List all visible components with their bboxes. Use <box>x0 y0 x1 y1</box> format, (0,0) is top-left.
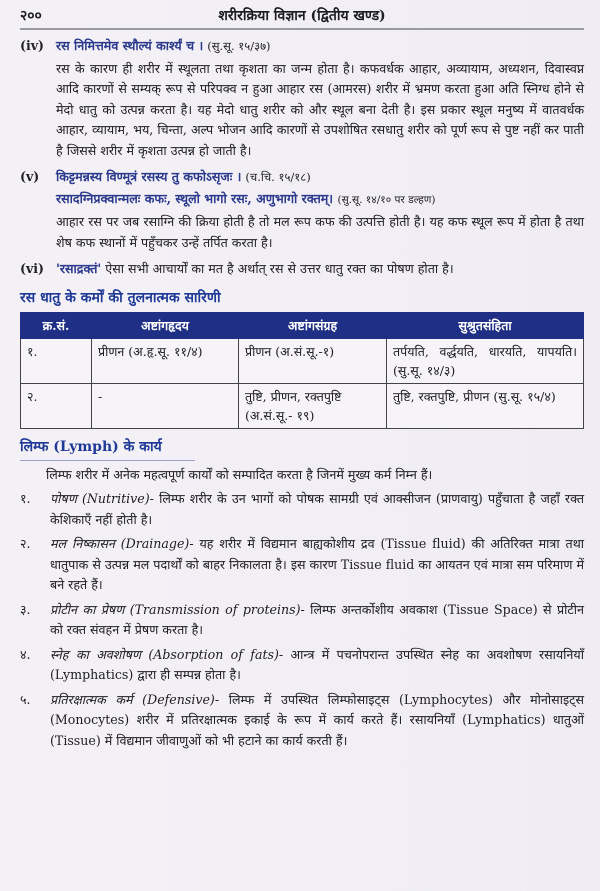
commentary-text: रसादग्निप्रक्वान्मलः कफः, स्थूलो भागो रसः, अणुभागो रक्तम्। <box>56 190 334 206</box>
table-heading: रस धातु के कर्मों की तुलनात्मक सारिणी <box>20 289 221 306</box>
list-number: ३. <box>20 601 31 617</box>
item-number: (v) <box>20 169 40 184</box>
commentary-reference: (सु.सू. १४/१० पर डल्हण) <box>337 193 436 206</box>
lymph-heading: लिम्फ (Lymph) के कार्य <box>20 437 195 461</box>
sanskrit-verse-commentary <box>56 189 584 211</box>
running-title: शरीरक्रिया विज्ञान (द्वितीय खण्ड) <box>218 8 386 24</box>
table-header-cell: अष्टांगसंग्रह <box>239 313 387 339</box>
item-vi-head <box>20 259 584 280</box>
list-term: स्नेह का अवशोषण (Absorption of fats) <box>50 646 279 662</box>
list-text: - लिम्फ अन्तर्कोशीय अवकाश (Tissue Space) से प्रोटीन को रक्त संवहन में प्रेषण करता है। <box>50 601 585 637</box>
list-number: १. <box>20 491 31 506</box>
list-number: ५. <box>20 691 31 707</box>
list-text: - आन्त्र में पचनोपरान्त उपस्थित स्नेह का अवशोषण रसायनियाँ (Lymphatics) द्वारा ही सम्पन्न होता है। <box>50 646 584 682</box>
list-item <box>20 600 584 641</box>
list-item <box>20 489 584 530</box>
table-row <box>21 384 584 429</box>
table-cell: प्रीणन (अ.हृ.सू. ११/४) <box>92 339 239 384</box>
list-text: - लिम्फ में उपस्थित लिम्फोसाइट्स (Lymphocytes) और मोनोसाइट्स (Monocytes) शरीर में प्रतिरक्षात्मक इकाई के रूप में कार्य करते हैं। रसायनियाँ (Lymphatics) धातुओं (Tissue) में विद्यमान जीवाणुओं को भी हटाने का कार्य करती हैं। <box>50 691 584 748</box>
sanskrit-verse: रस निमित्तमेव स्थौल्यं कार्श्यं च । <box>56 38 204 53</box>
verse-reference: (सु.सू. १५/३७) <box>207 39 271 53</box>
table-header-cell: सुश्रुतसंहिता <box>387 313 584 339</box>
table-header-cell: अष्टांगहृदय <box>92 313 239 339</box>
list-item <box>20 534 584 596</box>
list-number: ४. <box>20 646 31 662</box>
list-text: - यह शरीर में विद्यमान बाह्यकोशीय द्रव (Tissue fluid) की अतिरिक्त मात्रा तथा धातुपाक से उत्पन्न मल पदार्थों को बाहर निकालता है। इस कारण Tissue fluid का आयतन एवं मात्रा सम परिमाण में बने रहते हैं। <box>50 536 585 592</box>
sanskrit-verse: किट्टमन्नस्य विण्मूत्रं रसस्य तु कफोऽसृजः । <box>56 169 242 184</box>
page-header <box>20 0 584 30</box>
item-text: ऐसा सभी आचार्यों का मत है अर्थात् रस से उत्तर धातु रक्त का पोषण होता है। <box>101 261 454 276</box>
list-term: प्रोटीन का प्रेषण (Transmission of proteins) <box>50 601 301 617</box>
table-row <box>21 339 584 384</box>
table-header-row <box>21 313 584 339</box>
item-number: (iv) <box>20 38 45 53</box>
page-number: २०० <box>20 8 42 24</box>
table-cell: तुष्टि, प्रीणन, रक्तपुष्टि (अ.सं.सू.- १९) <box>239 384 387 429</box>
list-term: प्रतिरक्षात्मक कर्म (Defensive) <box>50 691 215 707</box>
list-item <box>20 690 584 752</box>
comparison-table <box>20 312 584 429</box>
verse-reference: (च.चि. १५/१८) <box>245 170 311 184</box>
paragraph: आहार रस पर जब रसाग्नि की क्रिया होती है तो मल रूप कफ की उत्पत्ति होती है। यह कफ स्थूल रूप में होता है तथा शेष कफ स्थानों में पहुँचकर उन्हें तर्पित करता है। <box>56 214 584 250</box>
table-cell: तर्पयति, वर्द्धयति, धारयति, यापयति। (सु.सू. १४/३) <box>387 339 584 384</box>
lymph-intro: लिम्फ शरीर में अनेक महत्वपूर्ण कार्यों को सम्पादित करता है जिनमें मुख्य कर्म निम्न हैं। <box>46 466 433 482</box>
table-cell: १. <box>21 339 92 384</box>
table-cell: तुष्टि, रक्तपुष्टि, प्रीणन (सु.सू. १५/४) <box>387 384 584 429</box>
paragraph: रस के कारण ही शरीर में स्थूलता तथा कृशता का जन्म होता है। कफवर्धक आहार, अव्यायाम, अध्यशन, दिवास्वप्न आदि कारणों से सम्यक् रूप से परिपक्व न हुआ आहार रस (आमरस) शरीर में भ्रमण करता हुआ अति स्निग्ध होने से मेदो धातु को उत्पन्न करता है। यह मेदो धातु शरीर को और स्थूल बना देती है। इस प्रकार स्थूल मनुष्य में वातवर्धक आहार, व्यायाम, भय, चिन्ता, अल्प भोजन आदि कारणों से उपशोषित रसधातु शरीर को पूर्ण रूप से पुष्ट नहीं कर पाती है जिससे शरीर में कृशता उत्पन्न हो जाती है। <box>56 60 584 158</box>
list-term: पोषण (Nutritive) <box>50 491 150 506</box>
list-term: मल निष्कासन (Drainage) <box>50 536 190 551</box>
table-header-cell: क्र.सं. <box>21 313 92 339</box>
item-number: (vi) <box>20 261 45 276</box>
list-number: २. <box>20 536 31 551</box>
item-iv-head <box>20 36 584 57</box>
item-v-head <box>20 167 584 188</box>
quoted-term: 'रसाद्रक्तं' <box>56 261 102 276</box>
list-text: - लिम्फ शरीर के उन भागों को पोषक सामग्री एवं आक्सीजन (प्राणवायु) पहुँचाता है जहाँ रक्त केशिकाएँ नहीं होती है। <box>50 491 584 527</box>
table-cell: - <box>92 384 239 429</box>
table-cell: प्रीणन (अ.सं.सू.-१) <box>239 339 387 384</box>
list-item <box>20 645 584 686</box>
table-cell: २. <box>21 384 92 429</box>
content-body <box>20 36 584 751</box>
